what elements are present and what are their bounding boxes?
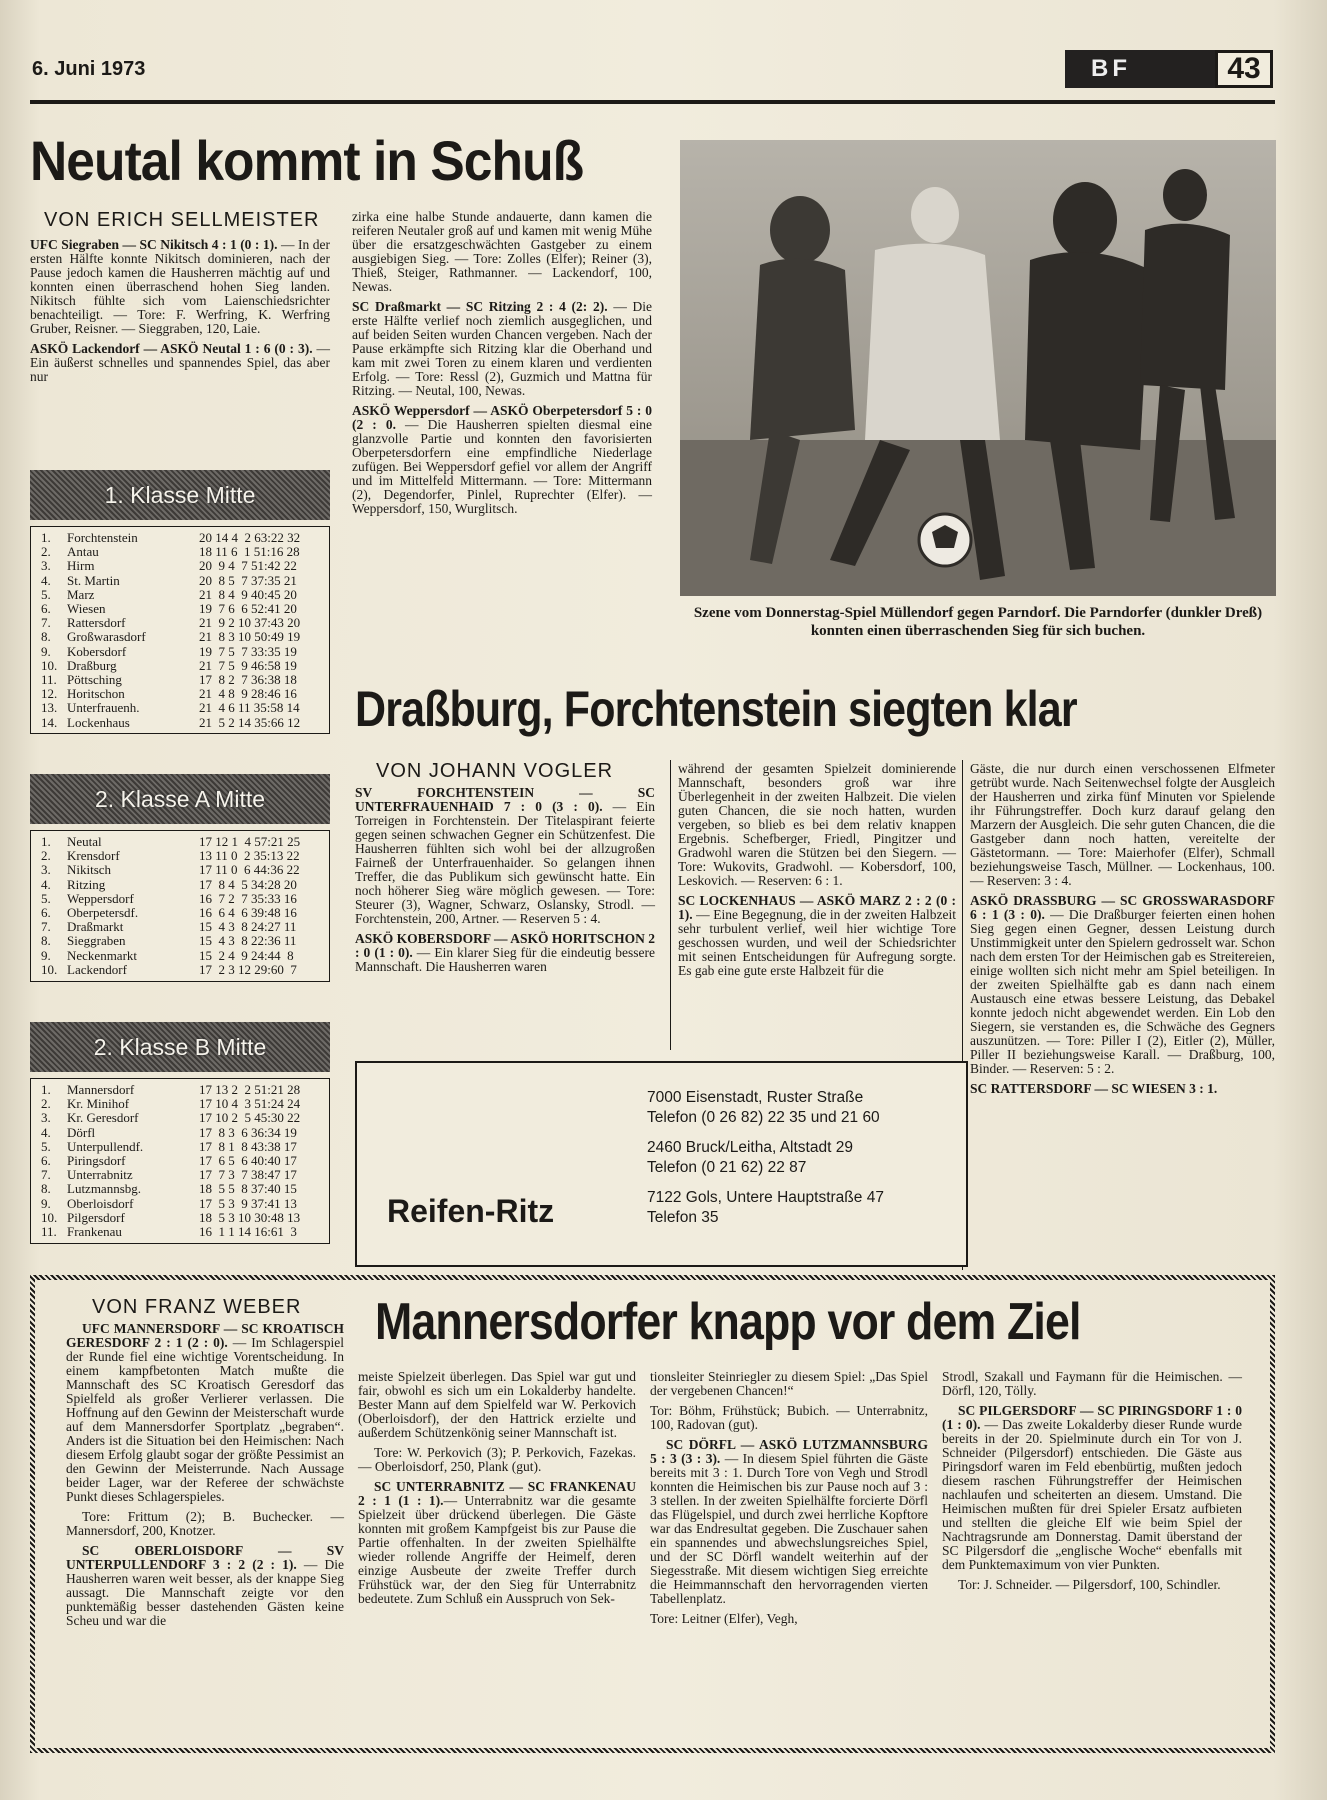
rank-cell: 14. bbox=[41, 714, 58, 730]
rank-cell: 10. bbox=[41, 657, 58, 673]
table-row bbox=[39, 906, 302, 920]
stats-cell: 15 2 4 9 24:44 8 bbox=[199, 947, 294, 963]
page-number: 43 bbox=[1215, 50, 1273, 88]
stats-cell: 16 7 2 7 35:33 16 bbox=[199, 890, 297, 906]
rank-cell: 9. bbox=[41, 1195, 51, 1211]
team-cell: Kr. Geresdorf bbox=[67, 1110, 139, 1126]
report-paragraph: während der gesamten Spielzeit dominierende Mannschaft, besonders groß war ihre Überlegenheit in der zweiten Halbzeit. Die vielen guten Chancen, die sie noch hatten, wurden vergeben, so blieb es bei dem relativ knappen Ergebnis. Schefberger, Friedl, Pingitzer und Gradwohl waren die Stützen bei den Siegern. — Tore: Wukovits, Gradwohl. — Kobersdorf, 100, Leskovich. — Reserven: 6 : 1. bbox=[678, 761, 956, 888]
issue-date: 6. Juni 1973 bbox=[32, 58, 146, 80]
rank-cell: 9. bbox=[41, 643, 51, 659]
table-row bbox=[39, 1111, 302, 1125]
rank-cell: 3. bbox=[41, 1110, 51, 1126]
table-row bbox=[39, 1211, 302, 1225]
rank-cell: 1. bbox=[41, 1082, 51, 1097]
team-cell: Draßmarkt bbox=[67, 919, 124, 935]
table-row bbox=[39, 892, 302, 906]
table-row bbox=[39, 602, 302, 616]
table-row bbox=[39, 687, 302, 701]
team-cell: Piringsdorf bbox=[67, 1153, 126, 1169]
stats-cell: 17 8 2 7 36:38 18 bbox=[199, 672, 297, 688]
table-row bbox=[39, 645, 302, 659]
table-row bbox=[39, 963, 302, 977]
stats-cell: 17 6 5 6 40:40 17 bbox=[199, 1153, 297, 1169]
table-row bbox=[39, 949, 302, 963]
rank-cell: 11. bbox=[41, 672, 57, 688]
article3-column-2 bbox=[358, 1370, 636, 1612]
stats-cell: 15 4 3 8 24:27 11 bbox=[199, 919, 297, 935]
article1-column-2 bbox=[352, 210, 652, 522]
standings-table bbox=[39, 531, 302, 730]
stats-cell: 21 8 4 9 40:45 20 bbox=[199, 586, 297, 602]
team-cell: Antau bbox=[67, 544, 99, 560]
rank-cell: 4. bbox=[41, 876, 51, 892]
report-paragraph: ASKÖ Lackendorf — ASKÖ Neutal 1 : 6 (0 : 3). — Ein äußerst schnelles und spannendes Spiel, das aber nur bbox=[30, 341, 330, 384]
header-rule bbox=[30, 100, 1275, 104]
rank-cell: 8. bbox=[41, 933, 51, 949]
stats-cell: 18 5 3 10 30:48 13 bbox=[199, 1209, 301, 1225]
team-cell: Lutzmannsbg. bbox=[67, 1181, 142, 1197]
table-row bbox=[39, 863, 302, 877]
stats-cell: 20 8 5 7 37:35 21 bbox=[199, 572, 297, 588]
team-cell: Pöttsching bbox=[67, 672, 122, 688]
table-title: 2. Klasse A Mitte bbox=[30, 774, 330, 824]
report-paragraph: SC RATTERSDORF — SC WIESEN 3 : 1. bbox=[970, 1081, 1218, 1096]
team-cell: Neckenmarkt bbox=[67, 947, 138, 963]
table-row bbox=[39, 616, 302, 630]
team-cell: Forchtenstein bbox=[67, 530, 138, 545]
stats-cell: 17 10 4 3 51:24 24 bbox=[199, 1096, 301, 1112]
team-cell: Sieggraben bbox=[67, 933, 126, 949]
report-paragraph: Tore: Leitner (Elfer), Vegh, bbox=[650, 1611, 798, 1626]
report-paragraph: SC LOCKENHAUS — ASKÖ MARZ 2 : 2 (0 : 1). — Eine Begegnung, die in der zweiten Halbzeit sehr turbulent verlief, weil hier wichtige Tore geschossen wurden, und weil der Schiedsrichter mit seinen Entscheidungen für Aufregung sorgte. Es gab eine gute erste Halbzeit für die bbox=[678, 893, 956, 978]
stats-cell: 19 7 6 6 52:41 20 bbox=[199, 601, 297, 617]
article2-byline: VON JOHANN VOGLER bbox=[376, 760, 614, 782]
report-paragraph: Tor: Böhm, Frühstück; Bubich. — Unterrabnitz, 100, Radovan (gut). bbox=[650, 1403, 928, 1432]
team-cell: Großwarasdorf bbox=[67, 629, 146, 645]
table-row bbox=[39, 849, 302, 863]
stats-cell: 17 10 2 5 45:30 22 bbox=[199, 1110, 301, 1126]
report-paragraph: SC PILGERSDORF — SC PIRINGSDORF 1 : 0 (1 : 0). — Das zweite Lokalderby dieser Runde wurde bereits in der 20. Spielminute durch ein Tor von J. Schneider (Pilgersdorf) entschieden. Die Gäste aus Piringsdorf waren im Feld ebenbürtig, mußten jedoch diesem raschen Führungstreffer der Heimischen nachlaufen und scheiterten an diesem. Umstand. Die Heimischen mußten für drei Spieler Ersatz aufbieten und stellten die gleiche Elf wie beim Spiel der Nachtragsrunde am Donnerstag. Damit überstand der SC Pilgersdorf die „englische Woche“ ebenfalls mit dem Punktemaximum von vier Punkten. bbox=[942, 1403, 1242, 1572]
team-cell: Oberpetersdf. bbox=[67, 905, 139, 921]
team-cell: Wiesen bbox=[67, 601, 106, 617]
stats-cell: 17 2 3 12 29:60 7 bbox=[199, 961, 297, 977]
team-cell: Weppersdorf bbox=[67, 890, 134, 906]
rank-cell: 9. bbox=[41, 947, 51, 963]
team-cell: Hirm bbox=[67, 558, 95, 574]
stats-cell: 21 9 2 10 37:43 20 bbox=[199, 615, 301, 631]
league-table-1 bbox=[30, 526, 330, 734]
rank-cell: 5. bbox=[41, 586, 51, 602]
match-photo bbox=[680, 140, 1276, 596]
rank-cell: 5. bbox=[41, 1138, 51, 1154]
stats-cell: 17 7 3 7 38:47 17 bbox=[199, 1167, 297, 1183]
report-paragraph: zirka eine halbe Stunde andauerte, dann kamen die reiferen Neutaler groß auf und kamen mit wenig Mühe über die ersatzgeschwächten Gastgeber zu einem ausgiebigen Sieg. — Tore: Zolles (Elfer); Reiner (3), Thieß, Steiger, Rathmanner. — Lackendorf, 100, Newas. bbox=[352, 209, 652, 294]
team-cell: Kobersdorf bbox=[67, 643, 127, 659]
standings-table bbox=[39, 1083, 302, 1239]
team-cell: Ritzing bbox=[67, 876, 106, 892]
table-row bbox=[39, 673, 302, 687]
article2-column-3 bbox=[970, 762, 1275, 1102]
stats-cell: 13 11 0 2 35:13 22 bbox=[199, 848, 300, 864]
stats-cell: 17 8 4 5 34:28 20 bbox=[199, 876, 297, 892]
table-row bbox=[39, 1097, 302, 1111]
team-cell: Pilgersdorf bbox=[67, 1209, 125, 1225]
report-paragraph: meiste Spielzeit überlegen. Das Spiel war gut und fair, obwohl es sich um ein Lokalderby handelte. Bester Mann auf dem Spielfeld war W. Perkovich (Oberloisdorf), der den Hattrick erzielte und außerdem Schützenkönig seiner Mannschaft ist. bbox=[358, 1369, 636, 1440]
team-cell: Unterrabnitz bbox=[67, 1167, 133, 1183]
stats-cell: 21 5 2 14 35:66 12 bbox=[199, 714, 301, 730]
rank-cell: 8. bbox=[41, 1181, 51, 1197]
article1-headline: Neutal kommt in Schuß bbox=[30, 129, 584, 192]
table-row bbox=[39, 574, 302, 588]
column-rule bbox=[670, 760, 671, 1050]
table-title: 1. Klasse Mitte bbox=[30, 470, 330, 520]
stats-cell: 17 8 3 6 36:34 19 bbox=[199, 1124, 297, 1140]
table-row bbox=[39, 630, 302, 644]
rank-cell: 8. bbox=[41, 629, 51, 645]
ad-address-line: 7000 Eisenstadt, Ruster Straße bbox=[647, 1089, 864, 1106]
stats-cell: 16 6 4 6 39:48 16 bbox=[199, 905, 297, 921]
report-paragraph: SC UNTERRABNITZ — SC FRANKENAU 2 : 1 (1 : 1).— Unterrabnitz war die gesamte Spielzeit über drückend überlegen. Die Gäste konnten mit großem Kampfgeist bis zur Pause die Partie offenhalten. In der zweiten Spielhälfte wieder rollende Angriffe der Heimelf, deren einzige Ausbeute der zweite Treffer durch Frühstück war, der den Sieg für Unterrabnitz bedeutete. Zum Schluß ein Ausspruch von Sek- bbox=[358, 1479, 636, 1606]
stats-cell: 15 4 3 8 22:36 11 bbox=[199, 933, 297, 949]
stats-cell: 18 5 5 8 37:40 15 bbox=[199, 1181, 297, 1197]
article3-byline: VON FRANZ WEBER bbox=[92, 1296, 302, 1318]
team-cell: Krensdorf bbox=[67, 848, 120, 864]
table-row bbox=[39, 559, 302, 573]
table-row bbox=[39, 701, 302, 715]
rank-cell: 3. bbox=[41, 558, 51, 574]
team-cell: Marz bbox=[67, 586, 95, 602]
team-cell: Kr. Minihof bbox=[67, 1096, 130, 1112]
ad-address-line: 2460 Bruck/Leitha, Altstadt 29 bbox=[647, 1139, 853, 1156]
rank-cell: 6. bbox=[41, 905, 51, 921]
report-paragraph: UFC MANNERSDORF — SC KROATISCH GERESDORF 2 : 1 (2 : 0). — Im Schlagerspiel der Runde fiel eine wichtige Vorentscheidung. In einem kampfbetonten Match mußte die Mannschaft des SC Kroatisch Geresdorf das Spielfeld als großer Verlierer verlassen. Die Hoffnung auf den Gewinn der Meisterschaft wurde auf dem Mannersdorfer Sportplatz „begraben“. Anders ist die Situation bei den Heimischen: Nach diesem Erfolg glaubt sogar der größte Pessimist an den Gewinn der Meisterrunde. Nach Aussage beider Lager, war der Referee der schwächste Punkt dieses Schlagerspieles. bbox=[66, 1321, 344, 1504]
stats-cell: 19 7 5 7 33:35 19 bbox=[199, 643, 297, 659]
standings-table bbox=[39, 835, 302, 977]
rank-cell: 2. bbox=[41, 848, 51, 864]
table-row bbox=[39, 1168, 302, 1182]
table-row bbox=[39, 1083, 302, 1097]
table-row bbox=[39, 934, 302, 948]
stats-cell: 20 14 4 2 63:22 32 bbox=[199, 530, 301, 545]
team-cell: Unterfrauenh. bbox=[67, 700, 140, 716]
stats-cell: 21 7 5 9 46:58 19 bbox=[199, 657, 297, 673]
league-table-3 bbox=[30, 1078, 330, 1244]
table-row bbox=[39, 920, 302, 934]
article3-column-3 bbox=[650, 1370, 928, 1632]
table-row bbox=[39, 588, 302, 602]
report-paragraph: Tor: J. Schneider. — Pilgersdorf, 100, Schindler. bbox=[958, 1577, 1221, 1592]
table-row bbox=[39, 659, 302, 673]
report-paragraph: tionsleiter Steinriegler zu diesem Spiel: „Das Spiel der vergebenen Chancen!“ bbox=[650, 1369, 928, 1398]
article1-byline: VON ERICH SELLMEISTER bbox=[44, 209, 320, 231]
team-cell: Horitschon bbox=[67, 686, 125, 702]
rank-cell: 6. bbox=[41, 601, 51, 617]
stats-cell: 21 4 6 11 35:58 14 bbox=[199, 700, 300, 716]
article2-column-1 bbox=[355, 786, 655, 980]
rank-cell: 2. bbox=[41, 1096, 51, 1112]
rank-cell: 1. bbox=[41, 834, 51, 849]
stats-cell: 17 13 2 2 51:21 28 bbox=[199, 1082, 301, 1097]
rank-cell: 12. bbox=[41, 686, 58, 702]
table-row bbox=[39, 545, 302, 559]
team-cell: St. Martin bbox=[67, 572, 120, 588]
rank-cell: 10. bbox=[41, 961, 58, 977]
team-cell: Draßburg bbox=[67, 657, 117, 673]
team-cell: Unterpullendf. bbox=[67, 1138, 144, 1154]
report-paragraph: UFC Siegraben — SC Nikitsch 4 : 1 (0 : 1). — In der ersten Hälfte konnte Nikitsch dominieren, nach der Pause jedoch kamen die Hausherren mächtig auf und konnten einen überraschend hohen Sieg landen. Nikitsch fühlte sich vom Laienschiedsrichter benachteiligt. — Tore: F. Werfring, K. Werfring Gruber, Reisner. — Sieggraben, 120, Laie. bbox=[30, 237, 331, 336]
league-table-2 bbox=[30, 830, 330, 982]
ad-phone-line: Telefon (0 26 82) 22 35 und 21 60 bbox=[647, 1109, 880, 1126]
team-cell: Frankenau bbox=[67, 1224, 122, 1240]
rank-cell: 7. bbox=[41, 919, 51, 935]
stats-cell: 17 8 1 8 43:38 17 bbox=[199, 1138, 297, 1154]
stats-cell: 17 5 3 9 37:41 13 bbox=[199, 1195, 297, 1211]
rank-cell: 1. bbox=[41, 530, 51, 545]
report-paragraph: Gäste, die nur durch einen verschossenen Elfmeter getrübt wurde. Nach Seitenwechsel folgte der Ausgleich der Hausherren und zirka fünf Minuten vor Spielende ihr Führungstreffer. Doch kurz darauf gelang den Marzern der Ausgleich. Die sehr guten Chancen, die die Gastgeber dann noch hatten, vereitelte der Gästetormann. — Tore: Maierhofer (Elfer), Schmall beziehungsweise Tasch, Müllner. — Lockenhaus, 100. — Reserven: 3 : 4. bbox=[970, 761, 1275, 888]
advertisement-reifen-ritz bbox=[355, 1061, 968, 1267]
report-paragraph: Tore: Frittum (2); B. Buchecker. — Mannersdorf, 200, Knotzer. bbox=[66, 1509, 344, 1538]
article3-column-4 bbox=[942, 1370, 1242, 1598]
rank-cell: 7. bbox=[41, 1167, 51, 1183]
stats-cell: 16 1 1 14 16:61 3 bbox=[199, 1224, 297, 1240]
rank-cell: 5. bbox=[41, 890, 51, 906]
team-cell: Neutal bbox=[67, 834, 102, 849]
team-cell: Dörfl bbox=[67, 1124, 96, 1140]
table-row bbox=[39, 1126, 302, 1140]
stats-cell: 17 12 1 4 57:21 25 bbox=[199, 834, 301, 849]
ad-phone-line: Telefon 35 bbox=[647, 1209, 719, 1226]
table-row bbox=[39, 1197, 302, 1211]
stats-cell: 17 11 0 6 44:36 22 bbox=[199, 862, 300, 878]
rank-cell: 4. bbox=[41, 1124, 51, 1140]
team-cell: Lackendorf bbox=[67, 961, 127, 977]
article3-headline: Mannersdorfer knapp vor dem Ziel bbox=[375, 1293, 1081, 1351]
table-row bbox=[39, 1140, 302, 1154]
table-row bbox=[39, 1154, 302, 1168]
report-paragraph: SC Draßmarkt — SC Ritzing 2 : 4 (2: 2). — Die erste Hälfte verlief noch ziemlich ausgeglichen, und auf beiden Seiten wurden Chancen vergeben. Nach der Pause erkämpfte sich Ritzing klar die Oberhand und kam mit zwei Toren zu einem klaren und verdienten Erfolg. — Tore: Ressl (2), Guzmich und Mattna für Ritzing. — Neutal, 100, Newas. bbox=[352, 299, 653, 398]
rank-cell: 13. bbox=[41, 700, 58, 716]
report-paragraph: SC OBERLOISDORF — SV UNTERPULLENDORF 3 : 2 (2 : 1). — Die Hausherren waren weit besser, als der knappe Sieg aussagt. Die Mannschaft zeigte vor den punktemäßig besser dastehenden Gästen keine Scheu und war die bbox=[66, 1543, 344, 1628]
stats-cell: 20 9 4 7 51:42 22 bbox=[199, 558, 297, 574]
report-paragraph: Strodl, Szakall und Faymann für die Heimischen. — Dörfl, 120, Tölly. bbox=[942, 1369, 1242, 1398]
rank-cell: 11. bbox=[41, 1224, 57, 1240]
table-row bbox=[39, 835, 302, 849]
stats-cell: 18 11 6 1 51:16 28 bbox=[199, 544, 300, 560]
team-cell: Mannersdorf bbox=[67, 1082, 135, 1097]
report-paragraph: SV FORCHTENSTEIN — SC UNTERFRAUENHAID 7 : 0 (3 : 0). — Ein Torreigen in Forchtenstein. Der Titelaspirant feierte gegen seinen schwachen Gegner ein Schützenfest. Die Hausherren fühlten sich wohl bei der allzugroßen Fairneß der Unterfrauenhaider. So gelangen ihnen Treffer, die das Publikum sich gewünscht hatte. Ein noch höherer Sieg wäre möglich gewesen. — Tore: Steurer (3), Wagner, Schwarz, Oslansky, Strodl. — Forchtenstein, 200, Artner. — Reserven 5 : 4. bbox=[355, 785, 655, 926]
rank-cell: 3. bbox=[41, 862, 51, 878]
rank-cell: 4. bbox=[41, 572, 51, 588]
ad-firm-name: Reifen-Ritz bbox=[387, 1193, 555, 1229]
report-paragraph: Tore: W. Perkovich (3); P. Perkovich, Fazekas. — Oberloisdorf, 250, Plank (gut). bbox=[358, 1445, 636, 1474]
table-row bbox=[39, 531, 302, 545]
report-paragraph: ASKÖ DRASSBURG — SC GROSSWARASDORF 6 : 1 (3 : 0). — Die Draßburger feierten einen hohen Sieg gegen einen Gegner, dessen Leistung durch Unstimmigkeit unter den Spielern gedrosselt war. Schon nach dem ersten Tor der Heimischen gab es Streitereien, einige wollten sich nicht mehr am Spiel beteiligen. In der zweiten Spielhälfte gab es dann nach einem Austausch eine etwas bessere Leistung, das Debakel konnte jedoch nicht abgewendet werden. Ein Lob den Siegern, sie verstanden es, die Schwäche des Gegners auszunützen. — Tore: Piller I (2), Eitler (2), Müller, Piller II beziehungsweise Karall. — Draßburg, 100, Binder. — Reserven: 5 : 2. bbox=[970, 893, 1275, 1076]
team-cell: Lockenhaus bbox=[67, 714, 130, 730]
stats-cell: 21 8 3 10 50:49 19 bbox=[199, 629, 301, 645]
rank-cell: 7. bbox=[41, 615, 51, 631]
photo-caption: Szene vom Donnerstag-Spiel Müllendorf gegen Parndorf. Die Parndorfer (dunkler Dreß) konnten einen überraschenden Sieg für sich buchen. bbox=[693, 605, 1263, 639]
report-paragraph: SC DÖRFL — ASKÖ LUTZMANNSBURG 5 : 3 (3 : 3). — In diesem Spiel führten die Gäste bereits mit 3 : 1. Durch Tore von Vegh und Strodl konnten die Heimischen bis zur Pause noch auf 3 : 3 stellen. In der zweiten Spielhälfte forcierte Dörfl das Flügelspiel, und durch zwei herrliche Kopftore war das Endresultat gegeben. Die Zuschauer sahen ein spannendes und abwechslungsreiches Spiel, und der SC Dörfl wandelt weiterhin auf der Siegesstraße. Mit diesem wichtigen Sieg erreichte die Heimmannschaft den hervorragenden vierten Tabellenplatz. bbox=[650, 1437, 928, 1606]
team-cell: Rattersdorf bbox=[67, 615, 126, 631]
table-row bbox=[39, 1225, 302, 1239]
ad-phone-line: Telefon (0 21 62) 22 87 bbox=[647, 1159, 807, 1176]
report-paragraph: ASKÖ Weppersdorf — ASKÖ Oberpetersdorf 5 : 0 (2 : 0. — Die Hausherren spielten diesmal eine glanzvolle Partie und konnten den favorisierten Oberpetersdorfern eine empfindliche Niederlage zufügen. Bei Weppersdorf gefiel vor allem der Angriff und im Mittelfeld Mittermann. — Tore: Mittermann (2), Degendorfer, Pinlel, Ruprechter (Elfer). — Weppersdorf, 150, Wurglitsch. bbox=[352, 403, 652, 516]
team-cell: Nikitsch bbox=[67, 862, 112, 878]
table-row bbox=[39, 1182, 302, 1196]
ad-address-line: 7122 Gols, Untere Hauptstraße 47 bbox=[647, 1189, 884, 1206]
team-cell: Oberloisdorf bbox=[67, 1195, 134, 1211]
table-row bbox=[39, 716, 302, 730]
section-label: BF bbox=[1065, 50, 1215, 88]
article2-headline: Draßburg, Forchtenstein siegten klar bbox=[355, 681, 1077, 737]
rank-cell: 10. bbox=[41, 1209, 58, 1225]
rank-cell: 2. bbox=[41, 544, 51, 560]
report-paragraph: ASKÖ KOBERSDORF — ASKÖ HORITSCHON 2 : 0 (1 : 0). — Ein klarer Sieg für die eindeutig bessere Mannschaft. Die Hausherren waren bbox=[355, 931, 655, 974]
article2-column-2 bbox=[678, 762, 956, 984]
article1-column-1 bbox=[30, 238, 330, 390]
article3-column-1 bbox=[66, 1322, 344, 1634]
stats-cell: 21 4 8 9 28:46 16 bbox=[199, 686, 297, 702]
rank-cell: 6. bbox=[41, 1153, 51, 1169]
table-row bbox=[39, 878, 302, 892]
table-title: 2. Klasse B Mitte bbox=[30, 1022, 330, 1072]
